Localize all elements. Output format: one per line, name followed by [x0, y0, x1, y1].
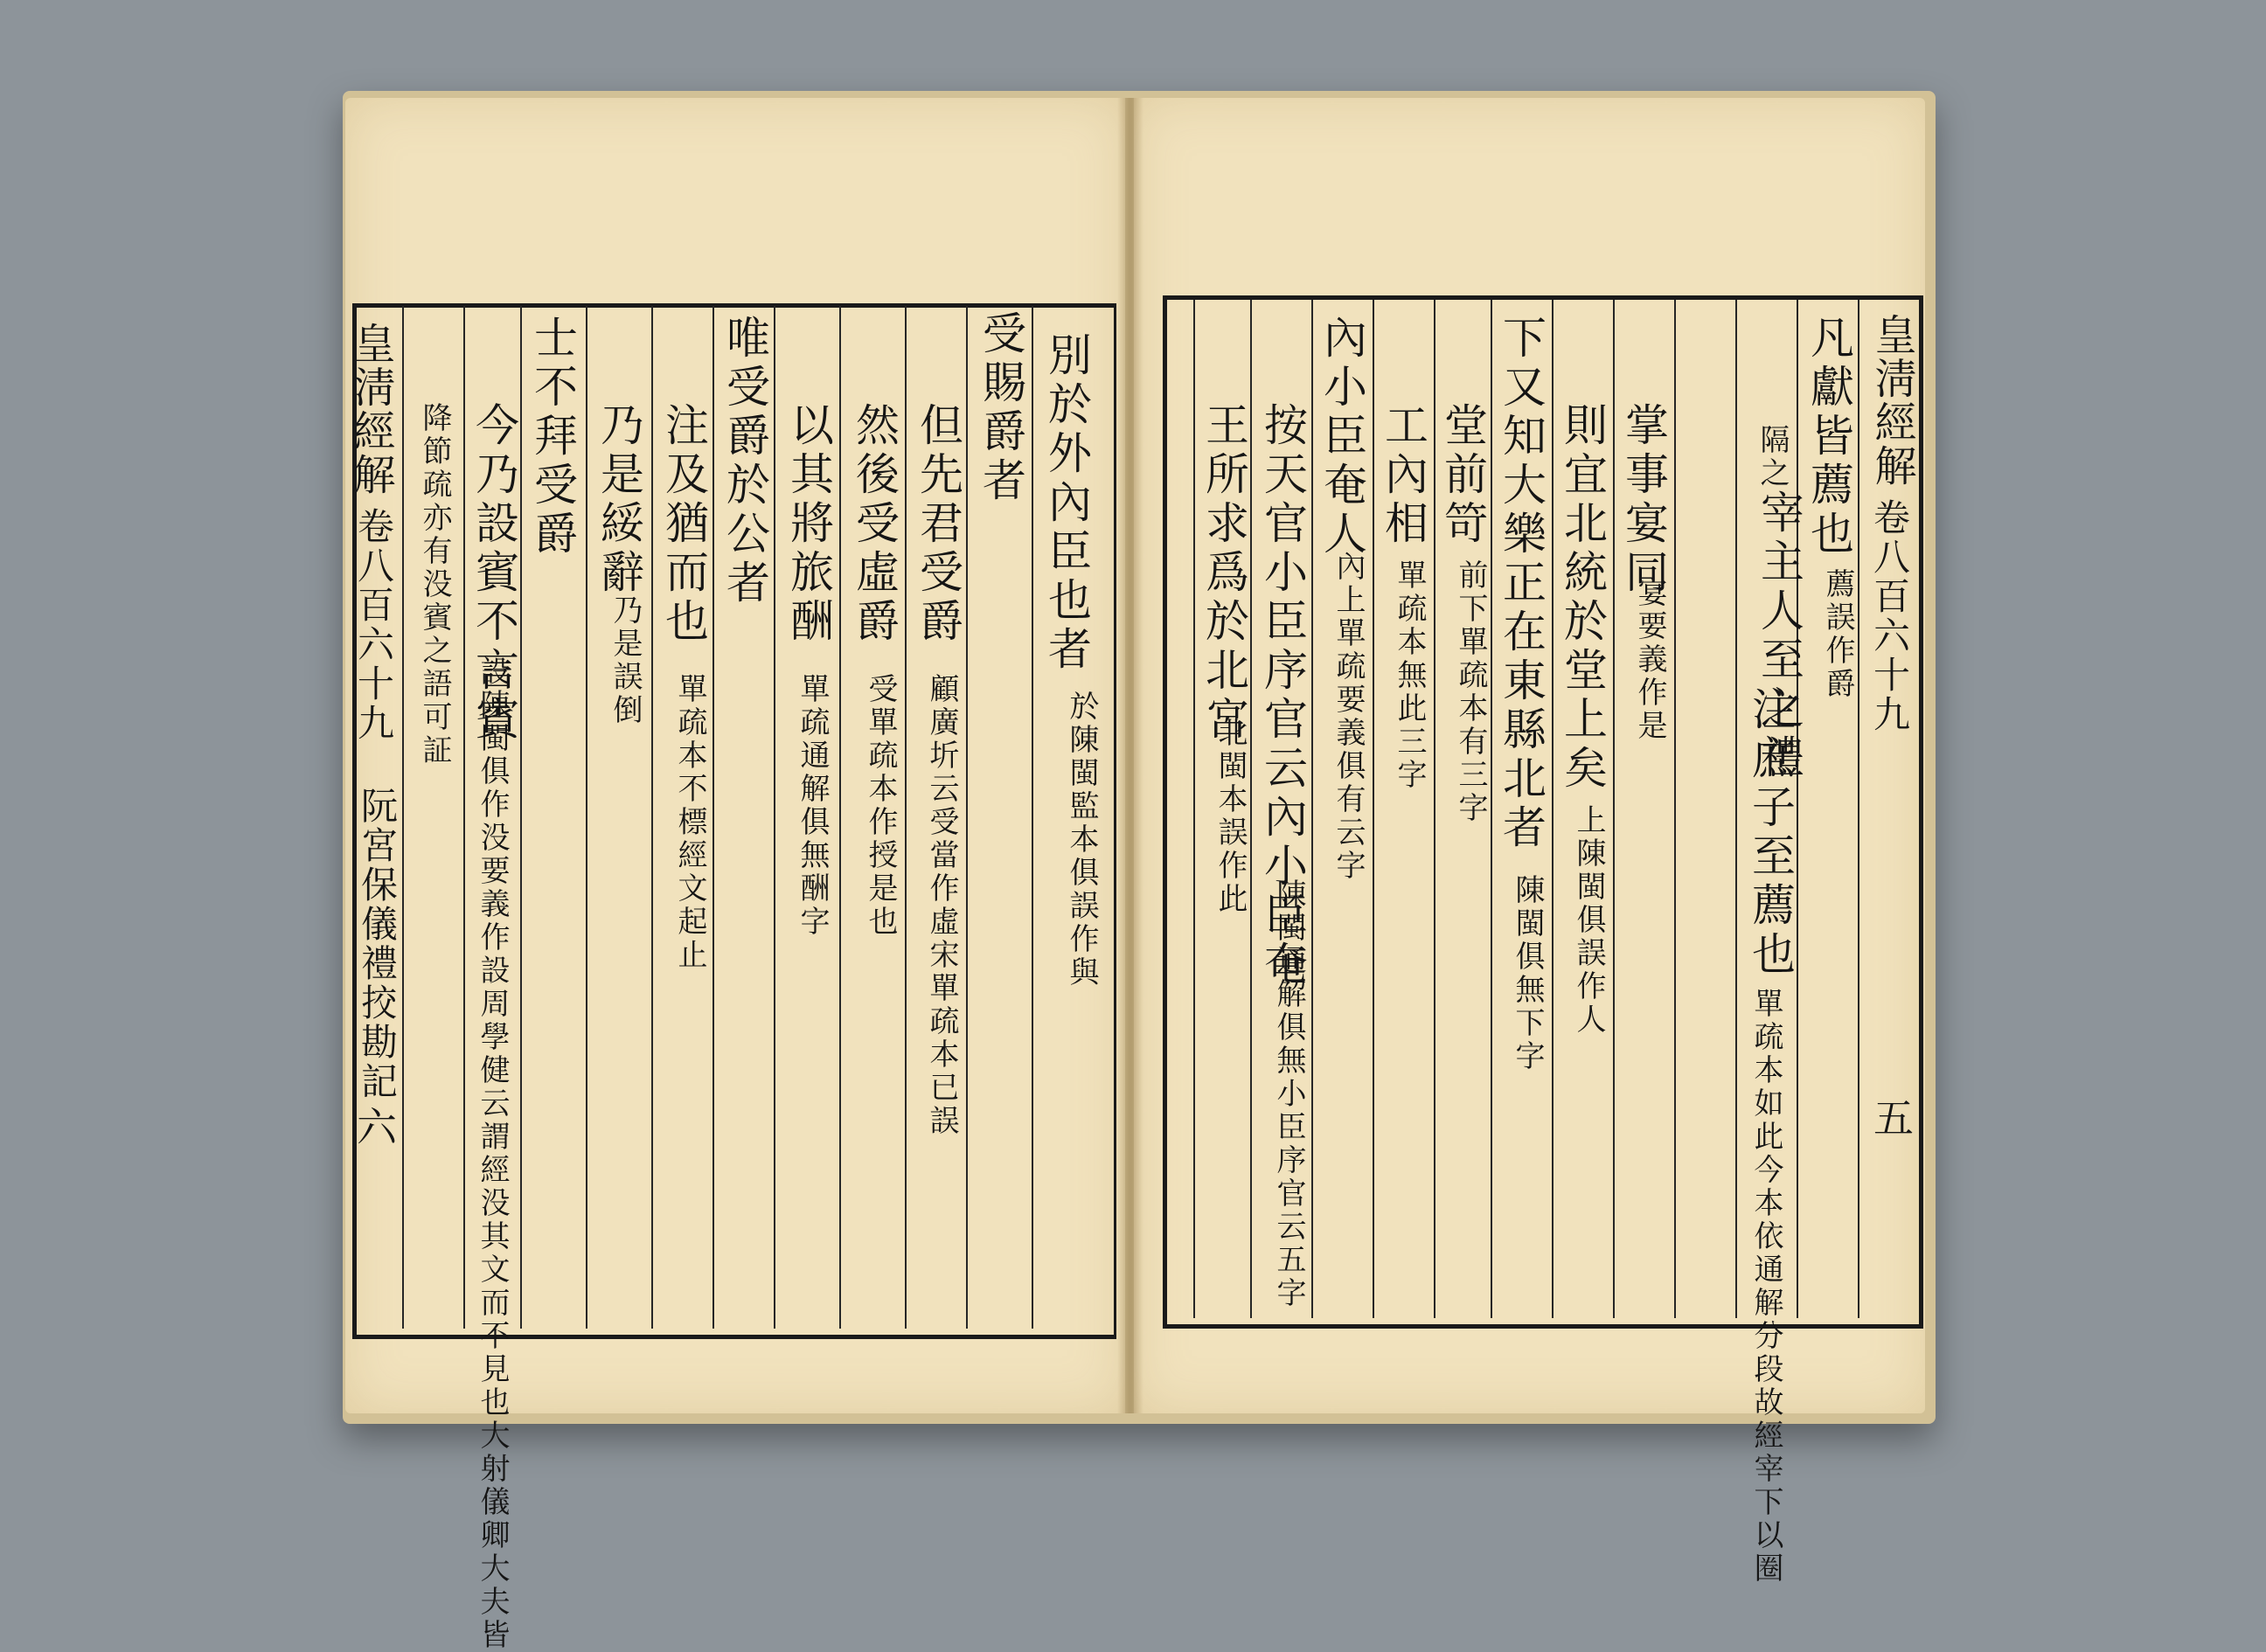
annotation: 內上單疏要義俱有云字 — [1331, 551, 1366, 883]
annotation: 陳閩俱無下字 — [1510, 874, 1545, 1073]
left-volume-info: 卷八百六十九 — [352, 507, 395, 743]
right-header-title: 皇淸經解 — [1867, 313, 1916, 488]
text-column: 唯受爵於公者 — [719, 315, 770, 608]
column-rule — [905, 306, 907, 1329]
text-column: 王所求爲於北宮 — [1199, 402, 1249, 745]
annotation: 前下單疏本有三字 — [1453, 559, 1488, 825]
column-rule — [966, 306, 968, 1329]
text-column: 士不拜受爵 — [527, 315, 578, 559]
annotation: 於陳閩監本俱誤作與 — [1064, 691, 1099, 989]
annotation: 單疏本不標經文起止 — [672, 673, 707, 972]
text-column: 別於外內臣也者 — [1041, 332, 1092, 675]
text-column: 內小臣奄人 — [1317, 315, 1367, 559]
annotation: 乃是誤倒 — [608, 594, 643, 727]
text-column: 則宜北統於堂上矣 — [1557, 402, 1608, 794]
annotation: 宴要義作是 — [1632, 577, 1667, 743]
text-column: 工內相 — [1378, 402, 1428, 549]
column-rule — [1193, 300, 1195, 1318]
text-column: 按天官小臣序官云內小臣奄 — [1257, 402, 1308, 989]
annotation: 設陳閩俱作没要義作設周學健云謂經没其文而不見也大射儀卿大夫皆 — [475, 656, 510, 1652]
text-column: 今乃設賓不言賓 — [469, 402, 519, 745]
annotation: 陳閩通解俱無小臣序官云五字 — [1271, 878, 1306, 1310]
text-column: 注庶子至薦也 — [1745, 686, 1796, 980]
column-rule — [402, 306, 404, 1329]
column-rule — [774, 306, 775, 1329]
column-rule — [1552, 300, 1554, 1318]
book-gutter — [1117, 98, 1143, 1413]
column-rule — [712, 306, 714, 1329]
column-rule — [1797, 300, 1798, 1318]
column-rule — [1373, 300, 1374, 1318]
annotation: 受單疏本作授是也 — [863, 673, 898, 939]
text-column: 乃是綏辭 — [594, 402, 644, 598]
column-rule — [1613, 300, 1615, 1318]
right-volume-info: 卷八百六十九 — [1868, 498, 1911, 734]
text-column: 受賜爵者 — [976, 310, 1026, 506]
annotation: 上陳閩俱誤作人 — [1571, 804, 1606, 1037]
text-column: 以其將旅酬 — [783, 402, 834, 647]
column-rule — [651, 306, 653, 1329]
annotation: 薦誤作爵 — [1820, 568, 1855, 701]
column-rule — [839, 306, 841, 1329]
right-page-number: 五 — [1867, 1097, 1915, 1137]
annotation: 單疏本如此今本依通解分段故經宰下以圈 — [1748, 988, 1783, 1586]
text-column: 下又知大樂正在東縣北者 — [1496, 315, 1547, 853]
text-column: 掌事宴同 — [1618, 402, 1669, 598]
column-rule — [520, 306, 522, 1329]
left-fold-title: 阮宮保儀禮挍勘記 — [356, 787, 399, 1101]
annotation: 顧廣圻云受當作虛宋單疏本已誤 — [924, 673, 959, 1138]
annotation: 隔之 — [1755, 424, 1790, 490]
column-rule — [1311, 300, 1313, 1318]
annotation: 單疏本無此三字 — [1392, 559, 1427, 792]
text-column: 堂前笴 — [1437, 402, 1488, 549]
left-header-title: 皇淸經解 — [346, 322, 395, 496]
column-rule — [1491, 300, 1492, 1318]
column-rule — [586, 306, 587, 1329]
column-rule — [1674, 300, 1676, 1318]
text-column: 然後受虛爵 — [849, 402, 900, 647]
column-rule — [1032, 306, 1033, 1329]
annotation: 降節疏亦有没賓之語可証 — [417, 402, 452, 767]
text-column: 凡獻皆薦也 — [1804, 315, 1854, 559]
column-rule — [1858, 300, 1859, 1318]
text-column: 宰主人至之禮 — [1754, 489, 1804, 783]
text-column: 注及猶而也 — [658, 402, 709, 647]
column-rule — [1434, 300, 1435, 1318]
column-rule — [463, 306, 465, 1329]
left-page-number: 六 — [351, 1106, 398, 1146]
annotation: 北閩本誤作此 — [1213, 717, 1248, 916]
column-rule — [1735, 300, 1737, 1318]
text-column: 但先君受爵 — [913, 402, 963, 647]
annotation: 單疏通解俱無酬字 — [795, 673, 830, 939]
column-rule — [1250, 300, 1252, 1318]
